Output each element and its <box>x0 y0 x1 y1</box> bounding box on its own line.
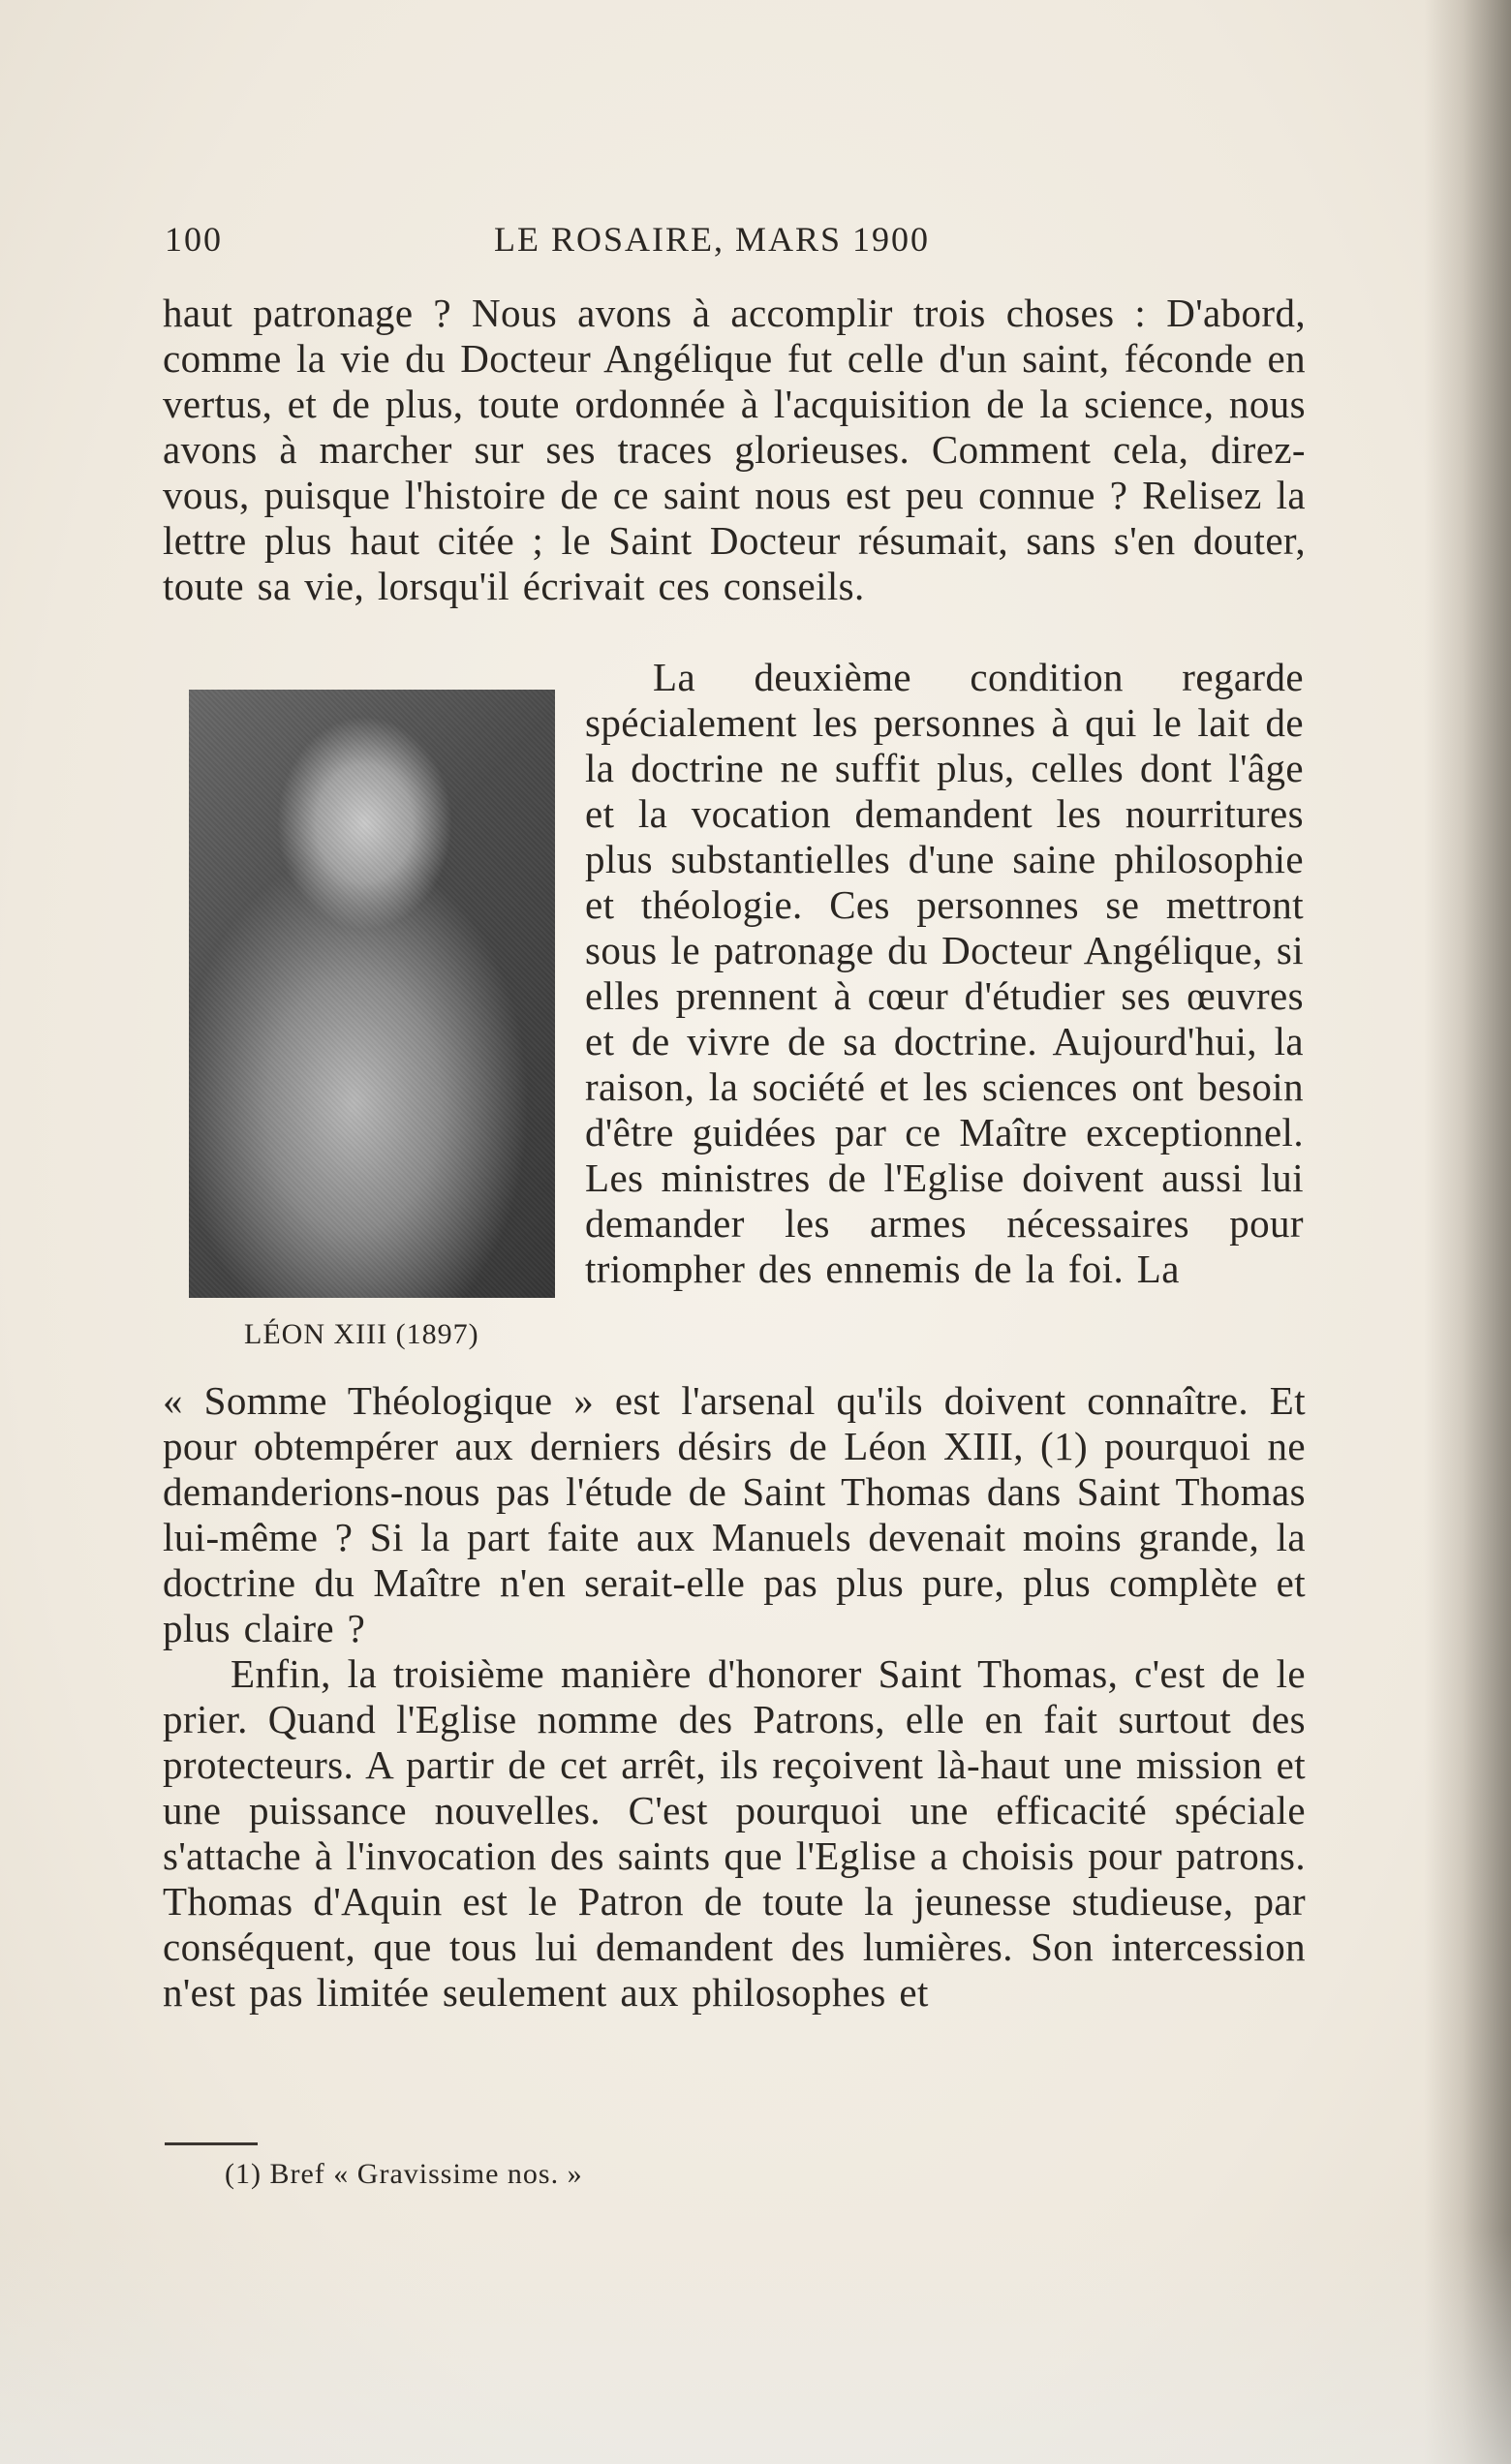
page-bottom-edge <box>0 2232 1511 2464</box>
footnote-rule <box>165 2142 258 2145</box>
figure-caption: LÉON XIII (1897) <box>244 1318 479 1350</box>
paragraph-3-text: Enfin, la troisième manière d'honorer Saint Thomas, c'est de le prier. Quand l'Eglise nomme des Patrons, elle en fait surtout des protecteurs. A partir de cet arrêt, ils reçoivent là-haut une mission et une puissance nouvelles. C'est pourquoi une efficacité spéciale s'attache à l'invocation des saints que l'Eglise a choisis pour patrons. Thomas d'Aquin est le Patron de toute la jeunesse studieuse, par conséquent, que tous lui demandent des lumières. Son intercession n'est pas limitée seulement aux philosophes et <box>163 1651 1306 2015</box>
paragraph-1-text: haut patronage ? Nous avons à accomplir trois choses : D'abord, comme la vie du Docteur Angélique fut celle d'un saint, féconde en vertus, et de plus, toute ordonnée à l'acquisition de la science, nous avons à marcher sur ses traces glorieuses. Comment cela, direz-vous, puisque l'histoire de ce saint nous est peu connue ? Relisez la lettre plus haut citée ; le Saint Docteur résumait, sans s'en douter, toute sa vie, lorsqu'il écrivait ces conseils. <box>163 291 1306 608</box>
paragraph-1 <box>163 291 1306 609</box>
running-header <box>165 219 1303 263</box>
footnote: (1) Bref « Gravissime nos. » <box>225 2158 583 2190</box>
running-title: LE ROSAIRE, MARS 1900 <box>494 220 931 259</box>
page-spine-shadow <box>1424 0 1511 2464</box>
paragraph-2-continued: « Somme Théologique » est l'arsenal qu'ils doivent connaître. Et pour obtempérer aux derniers désirs de Léon XIII, (1) pourquoi ne demanderions-nous pas l'étude de Saint Thomas dans Saint Thomas lui-même ? Si la part faite aux Manuels devenait moins grande, la doctrine du Maître n'en serait-elle pas plus pure, plus complète et plus claire ? <box>163 1378 1306 1650</box>
paragraph-2-text: La deuxième condition regarde spécialement les personnes à qui le lait de la doctrine ne suffit plus, celles dont l'âge et la vocation demandent les nourritures plus substantielles d'une saine philosophie et théologie. Ces personnes se mettront sous le patronage du Docteur Angélique, si elles prennent à cœur d'étudier ses œuvres et de vivre de sa doctrine. Aujourd'hui, la raison, la société et les sciences ont besoin d'être guidées par ce Maître exceptionnel. Les ministres de l'Eglise doivent aussi lui demander les armes nécessaires pour triompher des ennemis de la foi. La <box>585 655 1304 1291</box>
paragraph-3-group <box>163 1378 1306 2016</box>
paragraph-2 <box>585 655 1304 1292</box>
page-number: 100 <box>165 220 223 259</box>
portrait-leon-xiii-image <box>189 690 555 1298</box>
